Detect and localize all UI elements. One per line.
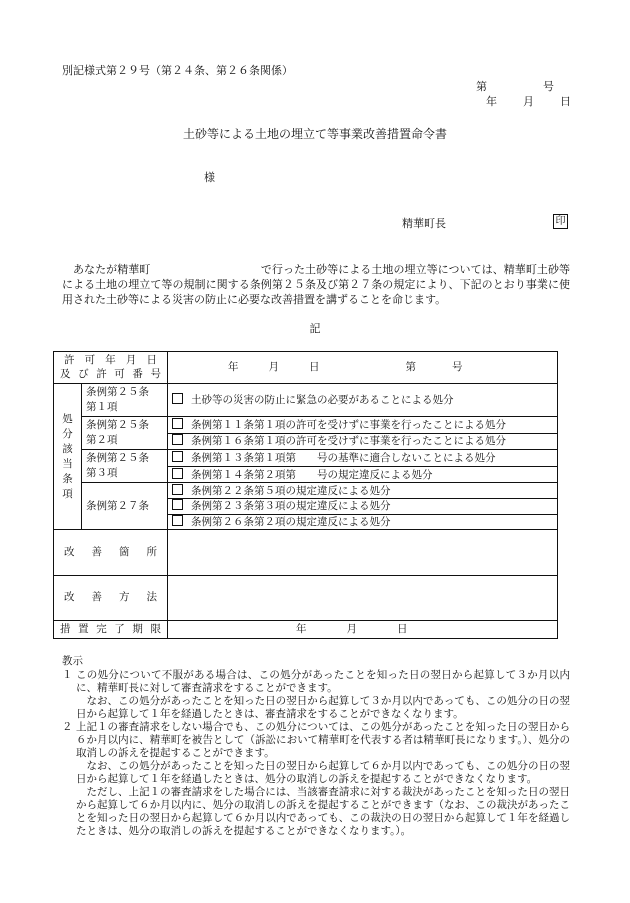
- clause-item-2: 条例第１１条第１項の許可を受けずに事業を行ったことによる処分: [168, 417, 558, 434]
- group-2-label: 条例第２５条 第２項: [82, 417, 168, 450]
- checkbox-icon[interactable]: [172, 515, 183, 526]
- permit-label-line1: [58, 354, 163, 367]
- clause-label-char: 当: [62, 457, 73, 470]
- group-1-label: 条例第２５条 第１項: [82, 384, 168, 417]
- checkbox-icon[interactable]: [172, 434, 183, 445]
- clause-item-6: 条例第２２条第５項の規定違反による処分: [168, 483, 558, 499]
- instruction-text: なお、この処分があったことを知った日の翌日から起算して３か月以内であっても、この処分の日の翌日から起算して１年を経過したときは、審査請求をすることができなくなります。: [76, 695, 570, 720]
- issuer-name: 精華町長: [402, 217, 446, 230]
- instruction-text: ただし、上記１の審査請求をした場合には、当該審査請求に対する裁決があったことを知った日の翌日から起算して６か月以内に、処分の取消しの訴えを提起することができます（なお、この裁決があったことを知った日の翌日から起算して６か月以内であっても、この裁決の日の翌日から起算して１年を経過したときは、処分の取消しの訴えを提起することができなくなります。）。: [76, 786, 570, 837]
- ki-heading: 記: [309, 322, 321, 335]
- improve-method-char: 善: [91, 591, 102, 604]
- permit-no-suffix: 号: [452, 360, 463, 373]
- instructions-section: [62, 655, 570, 838]
- doc-day-label: 日: [560, 95, 571, 108]
- deadline-label: [54, 621, 168, 639]
- clause-label-char: 処: [62, 412, 73, 425]
- permit-year: 年: [228, 360, 239, 373]
- document-number: [476, 80, 554, 94]
- deadline-char: 期: [132, 623, 143, 636]
- addressee-suffix: 様: [204, 171, 215, 184]
- permit-label-char: 許: [96, 367, 107, 380]
- document-date: [476, 95, 571, 109]
- instruction-item: [62, 695, 570, 721]
- instructions-list: [62, 669, 570, 838]
- clause-item-4: 条例第１３条第１項第 号の基準に適合しないことによる処分: [168, 450, 558, 467]
- permit-label-char: 日: [146, 354, 157, 367]
- doc-year-label: 年: [486, 95, 497, 108]
- improve-method-char: 方: [119, 591, 130, 604]
- seal-mark: 印: [553, 214, 568, 229]
- instruction-number: １: [62, 669, 73, 681]
- clause-label-char: 該: [62, 442, 73, 455]
- permit-no-prefix: 第: [405, 360, 416, 373]
- deadline-value: [168, 621, 558, 639]
- clause-label: [54, 412, 81, 502]
- instruction-text: 上記１の審査請求をしない場合でも、この処分については、この処分があったことを知った日の翌日から６か月以内に、精華町を被告として（訴訟において精華町を代表する者は精華町長になります。）、処分の取消しの訴えを提起することができます。: [76, 721, 570, 759]
- permit-label-char: 可: [114, 367, 125, 380]
- deadline-char: 完: [96, 623, 107, 636]
- permit-label-char: 号: [150, 367, 161, 380]
- improve-method-field[interactable]: [168, 575, 558, 621]
- improve-method-label: [54, 575, 168, 621]
- document-title: 土砂等による土地の埋立て等事業改善措置命令書: [182, 127, 447, 141]
- doc-no-prefix: 第: [476, 80, 487, 93]
- clause-label-char: 分: [62, 427, 73, 440]
- instruction-text: なお、この処分があったことを知った日の翌日から起算して６か月以内であっても、この処分の日の翌日から起算して１年を経過したときは、処分の取消しの訴えを提起することができなくなります。: [76, 760, 570, 785]
- deadline-day: 日: [397, 623, 408, 636]
- checkbox-icon[interactable]: [172, 468, 183, 479]
- improve-method-char: 改: [64, 591, 75, 604]
- clause-item-3: 条例第１６条第１項の許可を受けずに事業を行ったことによる処分: [168, 433, 558, 450]
- clause-label-char: 条: [62, 472, 73, 485]
- group-3-label: 条例第２５条 第３項: [82, 450, 168, 483]
- instructions-heading: 教示: [62, 655, 83, 667]
- improve-location-field[interactable]: [168, 530, 558, 576]
- improve-method-char: 法: [146, 591, 157, 604]
- checkbox-icon[interactable]: [172, 499, 183, 510]
- doc-month-label: 月: [523, 95, 534, 108]
- permit-month: 月: [268, 360, 279, 373]
- instruction-item: [62, 760, 570, 786]
- instruction-number: ２: [62, 721, 73, 733]
- permit-value-cell: [168, 352, 558, 384]
- permit-label-char: び: [78, 367, 89, 380]
- clause-label-cell: [54, 384, 82, 530]
- form-number: 別記様式第２９号（第２４条、第２６条関係）: [62, 64, 293, 77]
- instruction-item: [62, 669, 570, 695]
- checkbox-icon[interactable]: [172, 418, 183, 429]
- improve-location-char: 改: [64, 545, 75, 558]
- permit-label-char: 許: [64, 354, 75, 367]
- deadline-char: 置: [78, 623, 89, 636]
- permit-label-char: 年: [105, 354, 116, 367]
- permit-label-line2: [58, 368, 163, 381]
- deadline-char: 措: [60, 623, 71, 636]
- clause-item-8: 条例第２６条第２項の規定違反による処分: [168, 514, 558, 530]
- clause-item-1: 土砂等の災害の防止に緊急の必要があることによる処分: [168, 384, 558, 417]
- instruction-item: [62, 786, 570, 838]
- doc-no-suffix: 号: [543, 80, 554, 93]
- order-details-table: [53, 351, 558, 639]
- permit-label-char: 番: [132, 367, 143, 380]
- permit-label-char: 月: [125, 354, 137, 367]
- checkbox-icon[interactable]: [172, 451, 183, 462]
- clause-item-5: 条例第１４条第２項第 号の規定違反による処分: [168, 466, 558, 483]
- instruction-item: [62, 721, 570, 760]
- deadline-char: 限: [150, 623, 161, 636]
- checkbox-icon[interactable]: [172, 484, 183, 495]
- clause-label-char: 項: [62, 487, 73, 500]
- permit-day: 日: [309, 360, 320, 373]
- improve-location-label: [54, 530, 168, 576]
- improve-location-char: 善: [91, 545, 102, 558]
- deadline-month: 月: [346, 623, 357, 636]
- instruction-text: この処分について不服がある場合は、この処分があったことを知った日の翌日から起算して３か月以内に、精華町長に対して審査請求をすることができます。: [76, 669, 570, 694]
- clause-item-7: 条例第２３条第３項の規定違反による処分: [168, 499, 558, 515]
- deadline-char: 了: [114, 623, 125, 636]
- improve-location-char: 所: [146, 545, 157, 558]
- permit-label-char: 及: [60, 367, 71, 380]
- group-4-label: 条例第２７条: [82, 483, 168, 530]
- improve-location-char: 箇: [119, 545, 130, 558]
- checkbox-icon[interactable]: [172, 393, 183, 404]
- permit-label-cell: [54, 352, 168, 384]
- body-paragraph: あなたが精華町 で行った土砂等による土地の埋立等については、精華町土砂等による土地の埋立て等の規制に関する条例第２５条及び第２７条の規定により、下記のとおり事業に使用された土砂等による災害の防止に必要な改善措置を講ずることを命じます。: [62, 263, 570, 306]
- permit-label-char: 可: [84, 354, 96, 367]
- deadline-year: 年: [296, 623, 307, 636]
